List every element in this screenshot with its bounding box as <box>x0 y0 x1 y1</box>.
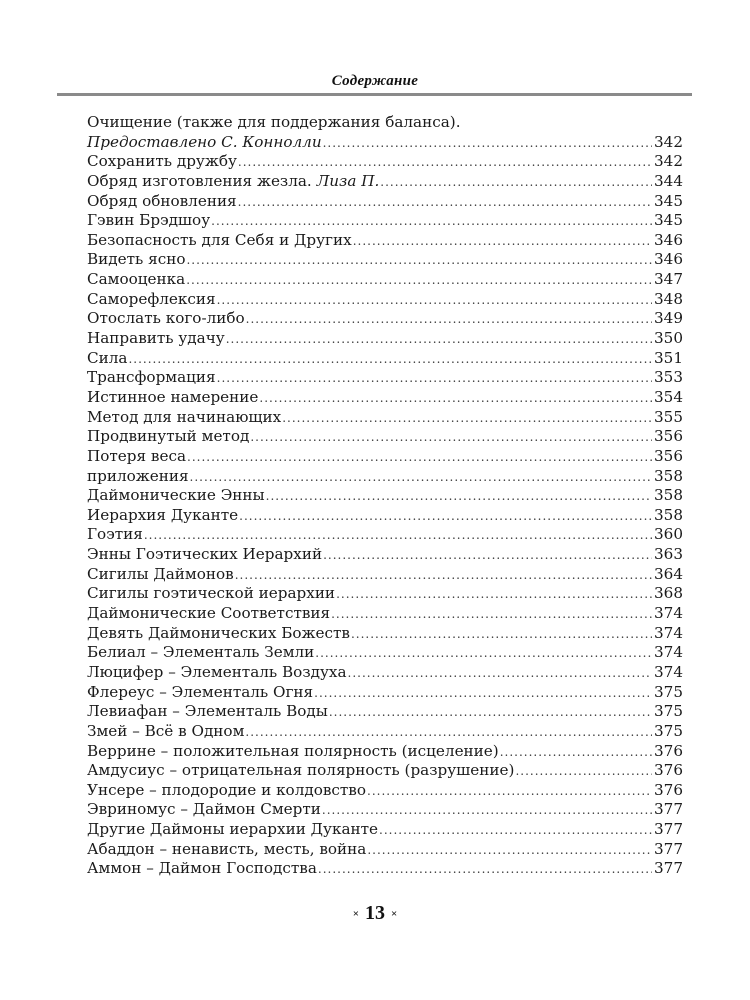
page-number: 13 <box>365 902 385 924</box>
toc-entry-page: 356 <box>654 427 683 446</box>
dot-leader <box>239 507 652 527</box>
toc-entry-page: 375 <box>654 682 683 701</box>
toc-entry[interactable] <box>87 722 683 742</box>
toc-entry-title <box>87 742 499 762</box>
toc-entry-page: 358 <box>654 505 683 524</box>
toc-entry-title-text: Девять Даймонических Божеств <box>87 623 350 642</box>
toc-entry[interactable] <box>87 270 683 290</box>
toc-entry-title-text: Иерархия Дуканте <box>87 505 239 524</box>
toc-entry-page: 344 <box>654 171 683 190</box>
dot-leader <box>380 173 652 193</box>
toc-entry-title-text: Аммон – Даймон Господства <box>87 859 317 878</box>
toc-entry-title <box>87 388 258 408</box>
dot-leader <box>235 566 652 586</box>
ornament-right-icon: × <box>391 908 398 921</box>
toc-entry-title-text: Обряд изготовления жезла. <box>87 171 317 190</box>
toc-entry-page: 348 <box>654 289 683 308</box>
toc-entry-page: 377 <box>654 859 683 878</box>
toc-entry-title-text: Унсере – плодородие и колдовство <box>87 780 366 799</box>
toc-entry-title <box>87 467 189 487</box>
toc-entry[interactable] <box>87 506 683 526</box>
toc-entry-title <box>87 447 186 467</box>
toc-entry-title-text: Отослать кого-либо <box>87 309 245 328</box>
toc-entry[interactable] <box>87 800 683 820</box>
toc-entry-title-text: Люцифер – Элементаль Воздуха <box>87 662 347 681</box>
toc-entry-page: 360 <box>654 525 683 544</box>
toc-entry-title <box>87 192 237 212</box>
dot-leader <box>515 762 652 782</box>
toc-entry[interactable] <box>87 329 683 349</box>
dot-leader <box>246 310 652 330</box>
toc-entry-title <box>87 643 314 663</box>
toc-entry[interactable] <box>87 859 683 879</box>
running-head-title: Содержание <box>331 73 419 89</box>
toc-entry[interactable] <box>87 565 683 585</box>
toc-entry[interactable] <box>87 192 683 212</box>
dot-leader <box>323 134 652 154</box>
dot-leader <box>315 644 652 664</box>
toc-entry-title <box>87 800 321 820</box>
toc-entry-page: 375 <box>654 702 683 721</box>
toc-entry-title <box>87 250 185 270</box>
toc-entry-title <box>87 702 328 722</box>
toc-entry-title-text: Веррине – положительная полярность (исцеление) <box>87 741 499 760</box>
toc-entry-page: 351 <box>654 348 683 367</box>
toc-entries-list <box>87 133 683 879</box>
toc-entry-page: 350 <box>654 329 683 348</box>
toc-entry[interactable] <box>87 525 683 545</box>
toc-entry[interactable] <box>87 545 683 565</box>
toc-entry-page: 354 <box>654 387 683 406</box>
toc-entry[interactable] <box>87 231 683 251</box>
dot-leader <box>500 743 652 763</box>
toc-entry-title-text: Продвинутый метод <box>87 427 250 446</box>
dot-leader <box>226 330 652 350</box>
toc-entry-title <box>87 584 335 604</box>
toc-entry[interactable] <box>87 683 683 703</box>
toc-entry-page: 346 <box>654 250 683 269</box>
toc-entry-title-text: Левиафан – Элементаль Воды <box>87 702 328 721</box>
toc-entry[interactable] <box>87 742 683 762</box>
toc-entry-page: 356 <box>654 446 683 465</box>
toc-entry-title-text: Гэвин Брэдшоу <box>87 211 211 230</box>
dot-leader <box>329 703 652 723</box>
toc-entry[interactable] <box>87 388 683 408</box>
toc-entry[interactable] <box>87 840 683 860</box>
toc-entry-page: 355 <box>654 407 683 426</box>
dot-leader <box>318 860 652 880</box>
toc-entry-title: Очищение (также для поддержания баланса). <box>87 113 461 131</box>
toc-entry[interactable] <box>87 820 683 840</box>
toc-entry[interactable] <box>87 761 683 781</box>
toc-entry-author: Предоставлено С. Коннолли <box>87 132 322 151</box>
toc-entry-title-text: Даймонические Соответствия <box>87 604 331 623</box>
toc-entry-title <box>87 172 379 192</box>
dot-leader <box>379 821 652 841</box>
toc-entry-title <box>87 133 322 153</box>
toc-entry-title <box>87 604 330 624</box>
toc-entry-title <box>87 486 265 506</box>
toc-entry[interactable] <box>87 584 683 604</box>
toc-entry-title-text: Другие Даймоны иерархии Дуканте <box>87 820 379 839</box>
toc-entry-title <box>87 329 225 349</box>
toc-entry-title-text: Энны Гоэтических Иерархий <box>87 545 323 564</box>
toc-entry-title <box>87 231 352 251</box>
dot-leader <box>348 664 652 684</box>
toc-entry[interactable] <box>87 211 683 231</box>
dot-leader <box>282 409 652 429</box>
toc-entry-title-text: Сила <box>87 348 128 367</box>
toc-entry-page: 353 <box>654 368 683 387</box>
dot-leader <box>322 801 652 821</box>
toc-entry-title <box>87 859 317 879</box>
toc-entry-title <box>87 722 244 742</box>
toc-entry-title <box>87 349 127 369</box>
toc-entry-title <box>87 525 143 545</box>
toc-entry-title <box>87 506 238 526</box>
toc-entry[interactable] <box>87 663 683 683</box>
toc-entry-title-text: Видеть ясно <box>87 250 186 269</box>
table-of-contents <box>87 113 683 879</box>
toc-entry-page: 377 <box>654 839 683 858</box>
toc-entry[interactable] <box>87 447 683 467</box>
dot-leader <box>144 526 652 546</box>
toc-entry[interactable] <box>87 152 683 172</box>
toc-continuation-line <box>87 113 683 133</box>
dot-leader <box>186 271 652 291</box>
toc-entry[interactable] <box>87 368 683 388</box>
toc-entry-page: 345 <box>654 211 683 230</box>
dot-leader <box>217 369 652 389</box>
toc-entry-page: 342 <box>654 132 683 151</box>
toc-entry-title-text: Белиал – Элементаль Земли <box>87 643 315 662</box>
toc-entry[interactable] <box>87 604 683 624</box>
dot-leader <box>238 193 652 213</box>
toc-entry-page: 364 <box>654 564 683 583</box>
header-rule-divider <box>57 93 692 96</box>
toc-entry-title-text: Потеря веса <box>87 446 187 465</box>
toc-entry-page: 376 <box>654 780 683 799</box>
toc-entry-title-text: Флереус – Элементаль Огня <box>87 682 314 701</box>
toc-entry[interactable] <box>87 467 683 487</box>
dot-leader <box>217 291 652 311</box>
dot-leader <box>367 841 652 861</box>
toc-entry[interactable] <box>87 172 683 192</box>
dot-leader <box>353 232 652 252</box>
toc-entry-title <box>87 820 378 840</box>
toc-entry-title <box>87 840 366 860</box>
toc-entry-title-text: приложения <box>87 466 189 485</box>
toc-entry-title <box>87 781 366 801</box>
toc-entry[interactable] <box>87 427 683 447</box>
toc-entry-title <box>87 624 350 644</box>
toc-entry-title <box>87 545 322 565</box>
toc-entry[interactable] <box>87 408 683 428</box>
toc-entry-page: 375 <box>654 721 683 740</box>
toc-entry-title <box>87 270 185 290</box>
toc-entry-page: 374 <box>654 662 683 681</box>
toc-entry-title <box>87 683 313 703</box>
page-folio <box>0 902 750 925</box>
toc-entry[interactable] <box>87 486 683 506</box>
toc-entry[interactable] <box>87 349 683 369</box>
toc-entry-title-text: Саморефлексия <box>87 289 216 308</box>
dot-leader <box>314 684 652 704</box>
toc-entry-title-text: Абаддон – ненависть, месть, война <box>87 839 367 858</box>
toc-entry-title <box>87 565 234 585</box>
dot-leader <box>323 546 652 566</box>
toc-entry-title-text: Змей – Всё в Одном <box>87 721 245 740</box>
toc-entry[interactable] <box>87 250 683 270</box>
toc-entry-title <box>87 309 245 329</box>
dot-leader <box>331 605 652 625</box>
toc-entry-page: 358 <box>654 466 683 485</box>
dot-leader <box>238 153 652 173</box>
dot-leader <box>259 389 652 409</box>
toc-entry-page: 374 <box>654 604 683 623</box>
toc-entry-title-text: Сохранить дружбу <box>87 152 237 171</box>
toc-entry-title-text: Истинное намерение <box>87 387 259 406</box>
toc-entry-title-text: Гоэтия <box>87 525 143 544</box>
toc-entry-page: 376 <box>654 761 683 780</box>
dot-leader <box>367 782 652 802</box>
toc-entry-page: 368 <box>654 584 683 603</box>
dot-leader <box>190 468 652 488</box>
toc-entry-title-text: Сигилы Даймонов <box>87 564 234 583</box>
toc-entry-title <box>87 152 237 172</box>
toc-entry-title-text: Эвриномус – Даймон Смерти <box>87 800 321 819</box>
dot-leader <box>250 428 652 448</box>
toc-entry-title-text: Трансформация <box>87 368 216 387</box>
dot-leader <box>351 625 652 645</box>
toc-entry-title-text: Амдусиус – отрицательная полярность (разрушение) <box>87 761 515 780</box>
dot-leader <box>336 585 652 605</box>
toc-entry-title <box>87 761 514 781</box>
toc-entry-title <box>87 408 281 428</box>
toc-entry-title <box>87 290 216 310</box>
dot-leader <box>266 487 652 507</box>
toc-entry[interactable] <box>87 624 683 644</box>
toc-entry-title-text: Сигилы гоэтической иерархии <box>87 584 336 603</box>
toc-entry-title-text: Даймонические Энны <box>87 486 265 505</box>
toc-entry-title <box>87 368 216 388</box>
toc-entry[interactable] <box>87 781 683 801</box>
toc-entry-author: Лиза П. <box>316 171 380 190</box>
toc-entry-title <box>87 663 347 683</box>
toc-entry-title <box>87 427 249 447</box>
toc-entry-page: 342 <box>654 152 683 171</box>
toc-entry-page: 347 <box>654 270 683 289</box>
toc-entry-page: 377 <box>654 820 683 839</box>
toc-entry-title-text: Метод для начинающих <box>87 407 282 426</box>
toc-entry-page: 358 <box>654 486 683 505</box>
dot-leader <box>211 212 652 232</box>
toc-entry[interactable] <box>87 290 683 310</box>
toc-entry[interactable] <box>87 702 683 722</box>
toc-entry-page: 374 <box>654 623 683 642</box>
toc-entry-title-text: Направить удачу <box>87 329 225 348</box>
toc-entry-title-text: Обряд обновления <box>87 191 237 210</box>
ornament-left-icon: × <box>352 908 359 921</box>
toc-entry[interactable] <box>87 643 683 663</box>
toc-entry-page: 346 <box>654 230 683 249</box>
toc-entry-page: 376 <box>654 741 683 760</box>
dot-leader <box>245 723 652 743</box>
dot-leader <box>128 350 652 370</box>
dot-leader <box>186 251 652 271</box>
toc-entry-title-text: Безопасность для Себя и Других <box>87 230 352 249</box>
toc-entry-page: 377 <box>654 800 683 819</box>
toc-entry-page: 374 <box>654 643 683 662</box>
dot-leader <box>187 448 652 468</box>
toc-entry-page: 349 <box>654 309 683 328</box>
toc-entry-title-text: Самооценка <box>87 270 186 289</box>
toc-entry-page: 363 <box>654 545 683 564</box>
toc-entry-page: 345 <box>654 191 683 210</box>
toc-entry-title <box>87 211 210 231</box>
toc-entry[interactable] <box>87 133 683 153</box>
toc-entry[interactable] <box>87 309 683 329</box>
